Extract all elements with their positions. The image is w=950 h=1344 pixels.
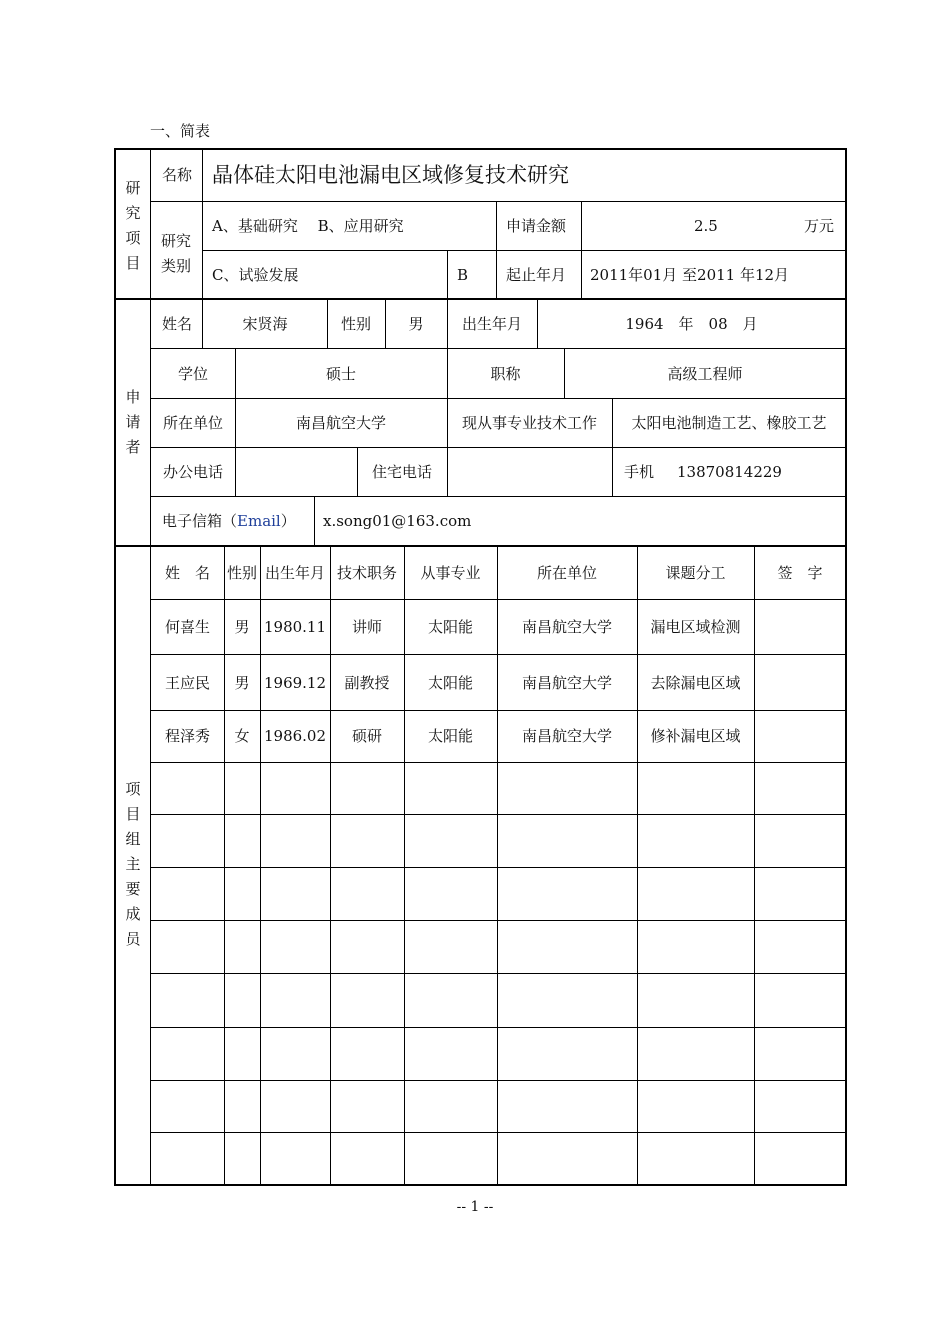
unit-label: 所在单位	[162, 414, 223, 432]
side-char: 目	[125, 254, 141, 272]
side-char: 要	[125, 880, 141, 898]
side-char: 目	[125, 805, 141, 823]
type-label-line: 研究	[161, 232, 192, 250]
project-type-label	[161, 229, 191, 279]
email-label-prefix: 电子信箱（	[162, 512, 238, 530]
col-header-unit: 所在单位	[536, 564, 597, 582]
divider	[150, 1132, 846, 1133]
divider	[202, 149, 203, 298]
col-header-birth: 出生年月	[264, 564, 325, 582]
member-gender: 男	[234, 674, 250, 692]
divider	[496, 201, 497, 298]
divider	[150, 867, 846, 868]
member-task: 去除漏电区域	[650, 674, 741, 692]
period-value: 2011年01月 至2011 年12月	[590, 266, 790, 284]
divider	[150, 1080, 846, 1081]
divider	[637, 546, 638, 1185]
side-column-divider	[150, 149, 151, 1185]
side-char: 者	[125, 438, 141, 456]
field-value: 太阳电池制造工艺、橡胶工艺	[631, 414, 827, 432]
col-header-name: 姓 名	[164, 564, 210, 582]
divider	[581, 201, 582, 298]
col-header-title: 技术职务	[336, 564, 397, 582]
side-char: 申	[125, 388, 141, 406]
col-header-task: 课题分工	[665, 564, 726, 582]
amount-label: 申请金额	[506, 217, 567, 235]
member-major: 太阳能	[427, 674, 473, 692]
divider	[447, 250, 448, 298]
divider	[224, 546, 225, 1185]
amount-value: 2.5	[694, 217, 718, 235]
email-label-suffix: ）	[280, 512, 296, 530]
type-label-line: 类别	[161, 257, 192, 275]
side-char: 项	[125, 229, 141, 247]
side-char: 主	[125, 855, 141, 873]
divider	[150, 920, 846, 921]
applicant-side-label	[123, 385, 143, 460]
office-phone-label: 办公电话	[162, 463, 223, 481]
col-header-gender: 性别	[226, 564, 257, 582]
side-char: 请	[125, 413, 141, 431]
divider	[150, 496, 846, 497]
section-divider	[115, 298, 846, 300]
title-label: 职称	[490, 365, 521, 383]
applicant-birth-label: 出生年月	[461, 315, 522, 333]
member-task: 漏电区域检测	[650, 618, 741, 636]
applicant-gender-label: 性别	[340, 315, 371, 333]
divider	[330, 546, 331, 1185]
divider	[404, 546, 405, 1185]
member-birth: 1986.02	[263, 727, 327, 745]
members-side-label	[123, 777, 143, 952]
member-birth: 1980.11	[263, 618, 327, 636]
col-header-major: 从事专业	[420, 564, 481, 582]
side-char: 项	[125, 780, 141, 798]
field-label: 现从事专业技术工作	[461, 414, 597, 432]
member-unit: 南昌航空大学	[521, 674, 612, 692]
member-major: 太阳能	[427, 727, 473, 745]
divider	[260, 546, 261, 1185]
member-gender: 男	[234, 618, 250, 636]
divider	[150, 348, 846, 349]
project-side-label	[123, 176, 143, 276]
divider	[150, 599, 846, 600]
amount-unit: 万元	[804, 217, 835, 235]
divider	[150, 398, 846, 399]
divider	[150, 762, 846, 763]
member-major: 太阳能	[427, 618, 473, 636]
project-name-label: 名称	[162, 166, 193, 184]
degree-value: 硕士	[325, 365, 356, 383]
section-heading: 一、简表	[150, 122, 211, 140]
divider	[150, 201, 846, 202]
email-label-word: Email	[237, 512, 281, 530]
member-unit: 南昌航空大学	[521, 618, 612, 636]
email-label	[162, 511, 296, 531]
divider	[150, 1027, 846, 1028]
member-unit: 南昌航空大学	[521, 727, 612, 745]
project-type-options-c: C、试验发展	[212, 266, 299, 284]
side-char: 员	[125, 930, 141, 948]
side-char: 成	[125, 905, 141, 923]
member-name: 何喜生	[164, 618, 210, 636]
home-phone-label: 住宅电话	[371, 463, 432, 481]
side-char: 究	[125, 204, 141, 222]
member-title: 讲师	[351, 618, 382, 636]
col-header-signature: 签 字	[777, 564, 823, 582]
divider	[150, 710, 846, 711]
member-name: 王应民	[164, 674, 210, 692]
side-char: 组	[125, 830, 141, 848]
project-type-options-ab: A、基础研究 B、应用研究	[212, 217, 404, 235]
member-gender: 女	[234, 727, 250, 745]
mobile-label: 手机	[624, 463, 655, 481]
title-value: 高级工程师	[667, 365, 743, 383]
degree-label: 学位	[177, 365, 208, 383]
applicant-name-label: 姓名	[162, 315, 193, 333]
divider	[202, 250, 846, 251]
divider	[314, 496, 315, 545]
divider	[754, 546, 755, 1185]
member-birth: 1969.12	[263, 674, 327, 692]
applicant-name-value: 宋贤海	[242, 315, 288, 333]
applicant-gender-value: 男	[408, 315, 424, 333]
side-char: 研	[125, 179, 141, 197]
member-title: 硕研	[351, 727, 382, 745]
unit-value: 南昌航空大学	[295, 414, 386, 432]
project-type-selected: B	[457, 266, 469, 284]
divider	[150, 814, 846, 815]
mobile-value: 13870814229	[677, 463, 782, 481]
email-value: x.song01@163.com	[323, 512, 472, 530]
applicant-birth-value: 1964 年 08 月	[625, 315, 758, 333]
divider	[150, 654, 846, 655]
member-title: 副教授	[344, 674, 390, 692]
divider	[497, 546, 498, 1185]
page-number: -- 1 --	[456, 1199, 494, 1215]
period-label: 起止年月	[506, 266, 567, 284]
member-name: 程泽秀	[164, 727, 210, 745]
divider	[150, 447, 846, 448]
divider	[150, 973, 846, 974]
member-task: 修补漏电区域	[650, 727, 741, 745]
project-name-value: 晶体硅太阳电池漏电区域修复技术研究	[212, 163, 569, 187]
